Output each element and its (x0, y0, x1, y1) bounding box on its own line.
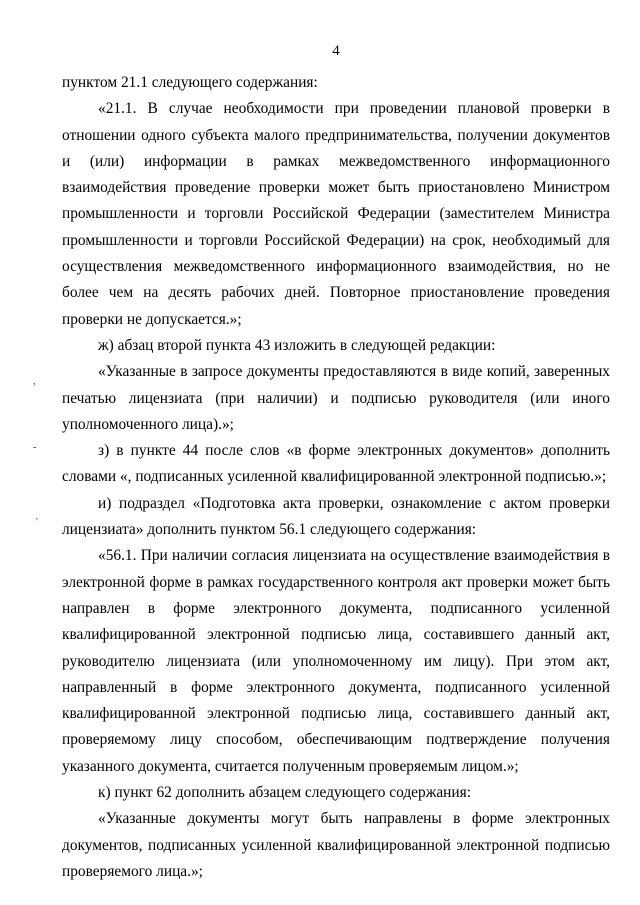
paragraph-continuation: пунктом 21.1 следующего содержания: (62, 74, 318, 91)
paragraph-item-k: к) пункт 62 дополнить абзацем следующего содержания: (98, 784, 471, 802)
scan-artifact: - (33, 442, 37, 453)
paragraph-clause-56-1: «56.1. При наличии согласия лицензиата на осуществление взаимодействия в электронной форме в рамках государственного контроля акт проверки может быть направлен в форме электронного документа, подписанного усиленной квалифицированной электронной подписью лица, составившего данный акт, руководителю лицензиата (или уполномоченному им лицу). При этом акт, направленный в форме электронного документа, подписанного усиленной квалифицированной электронной подписью лица, составившего данный акт, проверяемому лицу способом, обеспечивающим подтверждение получения указанного документа, считается полученным проверяемым лицом.»; (62, 547, 610, 775)
paragraph-item-i: и) подраздел «Подготовка акта проверки, ознакомление с актом проверки лицензиата» дополнить пунктом 56.1 следующего содержания: (62, 494, 610, 539)
paragraph-quote-62: «Указанные документы могут быть направлены в форме электронных документов, подписанных усиленной квалифицированной электронной подписью проверяемого лица.»; (62, 810, 610, 880)
paragraph-quote-43: «Указанные в запросе документы предоставляются в виде копий, заверенных печатью лицензиата (при наличии) и подписью руководителя (или иного уполномоченного лица).»; (62, 363, 610, 433)
scan-artifact: , (33, 376, 36, 387)
paragraph-item-z: з) в пункте 44 после слов «в форме электронных документов» дополнить словами «, подписанных усиленной квалифицированной электронной подписью.»; (62, 442, 610, 486)
page-number: 4 (332, 43, 340, 59)
document-body (62, 70, 610, 885)
scan-artifact: ' (36, 517, 38, 528)
paragraph-clause-21-1: «21.1. В случае необходимости при проведении плановой проверки в отношении одного субъекта малого предпринимательства, получении документов и (или) информации в рамках межведомственного информационного взаимодействия проведение проверки может быть приостановлено Министром промышленности и торговли Российской Федерации (заместителем Министра промышленности и торговли Российской Федерации) на срок, необходимый для осуществления межведомственного информационного взаимодействия, но не более чем на десять рабочих дней. Повторное приостановление проведения проверки не допускается.»; (62, 100, 610, 328)
paragraph-item-zh: ж) абзац второй пункта 43 изложить в следующей редакции: (98, 336, 496, 354)
